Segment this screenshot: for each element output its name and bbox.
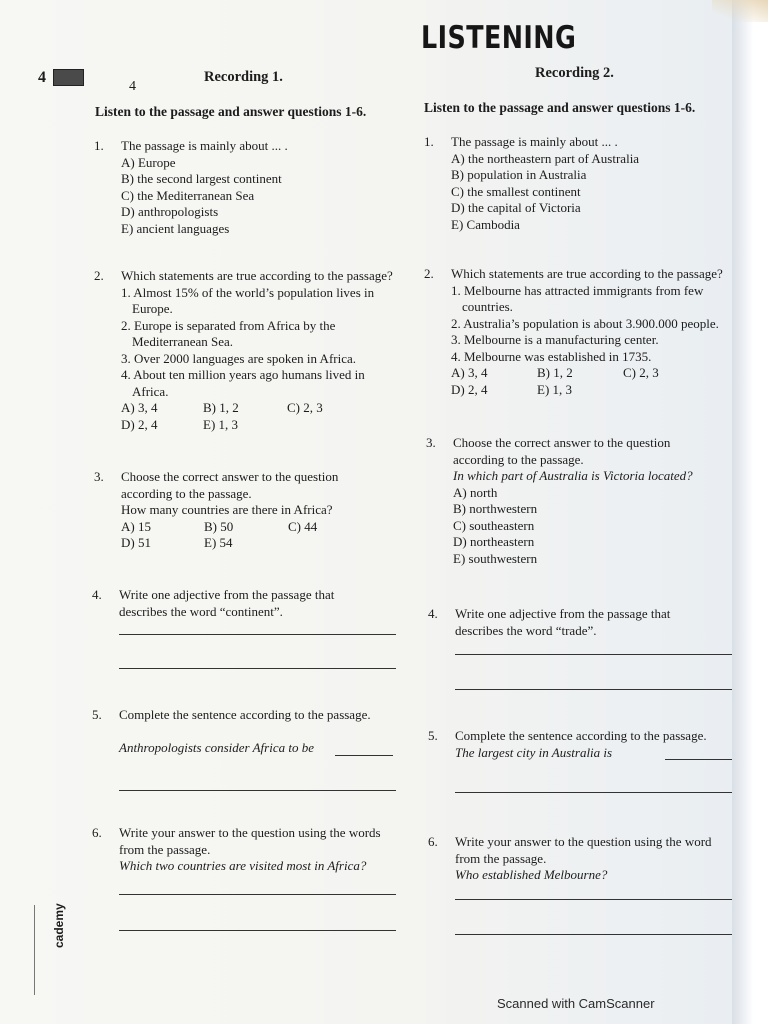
options-row [121,400,393,417]
question-number: 6. [92,825,102,840]
question-number: 3. [94,469,104,484]
question-number: 4. [428,606,438,621]
question-prompt: How many countries are there in Africa? [121,502,333,517]
option: B) the second largest continent [121,171,282,186]
options-row [451,382,723,399]
sentence-prompt: The largest city in Australia is [455,744,613,760]
question-number: 3. [426,435,436,450]
question-text: from the passage. [455,850,547,866]
option: B) 1, 2 [537,365,573,380]
section-title: LISTENING [421,20,577,56]
question-text: The passage is mainly about ... . [451,134,618,149]
option: C) 44 [288,518,318,534]
option: C) the smallest continent [451,183,581,199]
option: C) 2, 3 [287,400,323,415]
question-text: The passage is mainly about ... . [121,138,288,153]
statement: 1. Almost 15% of the world’s population lives in [121,284,375,300]
answer-line[interactable] [119,668,396,669]
recording-1-instruction: Listen to the passage and answer questions 1-6. [95,104,367,119]
option: D) the capital of Victoria [451,200,581,215]
question-text: Complete the sentence according to the passage. [119,707,371,722]
option: A) north [453,484,498,500]
question-text: from the passage. [119,841,211,857]
option: A) 3, 4 [121,400,158,415]
page-number: 4 [38,69,46,86]
option: B) population in Australia [451,167,587,182]
answer-line[interactable] [455,689,732,690]
question-number: 4. [92,587,102,602]
page-number-tab [53,69,84,86]
question-text: Write your answer to the question using the word [455,834,712,849]
option: E) 1, 3 [203,416,239,432]
option: D) 51 [121,535,151,550]
question-number: 5. [428,728,438,743]
question-number: 1. [424,134,434,149]
option: D) 2, 4 [451,381,488,397]
side-margin-text: cademy [52,903,66,948]
question-text: Write one adjective from the passage that [119,587,335,602]
question-text: Complete the sentence according to the passage. [455,728,707,743]
option: E) southwestern [453,550,538,566]
answer-line[interactable] [119,930,396,931]
question-text: Which statements are true according to the passage? [451,266,723,281]
option: D) northeastern [453,534,535,549]
recording-2-heading: Recording 2. [535,65,614,81]
recording-1-heading: Recording 1. [204,69,283,85]
question-number: 1. [94,138,104,153]
option: B) northwestern [453,501,538,516]
option: D) 2, 4 [121,416,158,432]
option: B) 1, 2 [203,400,239,415]
answer-line[interactable] [455,899,732,900]
option: C) 2, 3 [623,365,659,380]
answer-line[interactable] [119,790,396,791]
question-prompt: Who established Melbourne? [455,867,608,882]
option: A) 3, 4 [451,365,488,380]
answer-line[interactable] [455,654,732,655]
statement: 3. Melbourne is a manufacturing center. [451,332,659,347]
option: E) 1, 3 [537,381,573,397]
question-text: Choose the correct answer to the question [121,469,339,484]
options-row [451,365,723,382]
statement: Africa. [132,383,169,399]
options-row [121,519,338,536]
option: A) 15 [121,518,151,534]
option: E) 54 [204,535,233,550]
question-number: 2. [424,266,434,281]
option: B) 50 [204,518,234,534]
option: E) ancient languages [121,220,230,236]
question-text: Which statements are true according to the passage? [121,268,393,283]
option: A) Europe [121,154,176,170]
option: D) anthropologists [121,204,219,219]
page-edge-shadow [732,0,768,1024]
question-prompt: In which part of Australia is Victoria located? [453,468,693,483]
statement: Mediterranean Sea. [132,334,234,349]
answer-line[interactable] [119,634,396,635]
statement: 4. About ten million years ago humans lived in [121,367,365,382]
option: A) the northeastern part of Australia [451,150,640,166]
option: E) Cambodia [451,216,520,232]
statement: Europe. [132,301,173,316]
statement: 2. Australia’s population is about 3.900.000 people. [451,315,719,331]
options-row [121,535,338,552]
sub-number: 4 [129,79,136,94]
options-row [121,417,393,434]
question-number: 2. [94,268,104,283]
scanner-watermark: Scanned with CamScanner [497,996,655,1011]
question-prompt: Which two countries are visited most in Africa? [119,858,367,873]
question-text: describes the word “continent”. [119,603,283,619]
option: C) southeastern [453,517,535,533]
question-number: 6. [428,834,438,849]
question-text: according to the passage. [121,485,252,501]
answer-line[interactable] [455,934,732,935]
question-text: Choose the correct answer to the question [453,435,671,450]
statement: countries. [462,299,513,314]
answer-line[interactable] [455,792,732,793]
answer-blank[interactable] [335,755,393,756]
statement: 1. Melbourne has attracted immigrants from few [451,282,704,298]
recording-2-instruction: Listen to the passage and answer questions 1-6. [424,100,696,115]
answer-blank[interactable] [665,759,732,760]
answer-line[interactable] [119,894,396,895]
question-number: 5. [92,707,102,722]
question-text: Write one adjective from the passage that [455,606,671,621]
margin-rule [34,905,35,995]
option: C) the Mediterranean Sea [121,187,255,203]
question-text: describes the word “trade”. [455,622,597,638]
question-text: Write your answer to the question using the words [119,825,381,840]
statement: 4. Melbourne was established in 1735. [451,348,652,364]
question-text: according to the passage. [453,451,584,467]
sentence-prompt: Anthropologists consider Africa to be [119,740,314,755]
page-corner [712,0,768,22]
statement: 2. Europe is separated from Africa by the [121,317,336,333]
statement: 3. Over 2000 languages are spoken in Africa. [121,350,357,366]
